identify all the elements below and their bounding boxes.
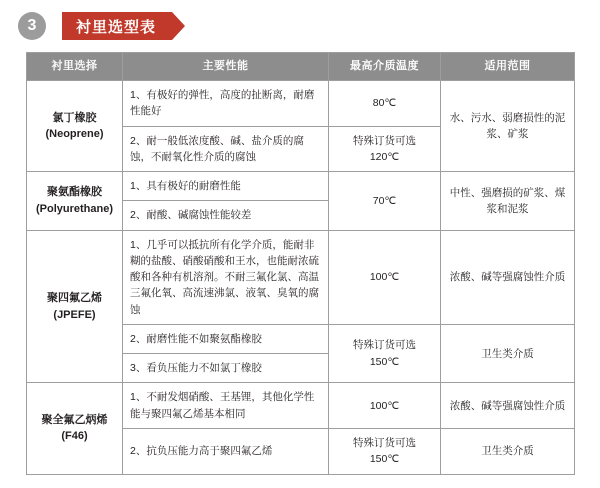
liner-cell-neoprene [27,81,123,172]
liner-name-en: (Polyurethane) [35,202,113,215]
performance-cell: 3、看负压能力不如氯丁橡胶 [123,354,329,383]
step-badge: 3 [18,12,46,40]
page-header [0,0,600,40]
temperature-note: 特殊订货可选 [353,339,416,352]
liner-name-cn: 聚四氟乙烯 [47,292,102,305]
liner-cell-polyurethane [27,172,123,231]
liner-cell-f46 [27,383,123,474]
liner-cell-jpefe [27,230,123,383]
performance-cell: 2、耐磨性能不如聚氨酯橡胶 [123,324,329,353]
liner-name-cn: 聚全氟乙炳烯 [41,413,108,426]
liner-name-en: (JPEFE) [53,308,96,321]
temperature-cell [329,126,441,172]
temperature-note: 特殊订货可选 [353,134,416,147]
range-cell: 卫生类介质 [441,428,575,474]
temperature-value: 150℃ [369,355,400,368]
temperature-cell [329,324,441,383]
temperature-cell: 80℃ [329,81,441,127]
range-cell: 浓酸、碱等强腐蚀性介质 [441,230,575,324]
performance-cell: 1、几乎可以抵抗所有化学介质，能耐非糊的盐酸、硝酸硝酸和王水，也能耐浓硫酸和各种有机溶剂。不耐三氟化氯、高温三氟化氧、高流速沸氯、液氧、臭氧的腐蚀 [123,230,329,324]
temperature-cell: 100℃ [329,230,441,324]
table-header [27,53,575,81]
column-header-range: 适用范围 [441,53,575,81]
column-header-performance: 主要性能 [123,53,329,81]
range-cell: 中性、强磨损的矿浆、煤浆和泥浆 [441,172,575,231]
range-cell: 浓酸、碱等强腐蚀性介质 [441,383,575,429]
liner-name-cn: 氯丁橡胶 [52,111,97,124]
table-row [27,230,575,324]
temperature-value: 120℃ [369,150,400,163]
range-cell: 水、污水、弱磨损性的泥浆、矿浆 [441,81,575,172]
table-row [27,172,575,201]
temperature-note: 特殊订货可选 [353,436,416,449]
title-banner [62,12,172,40]
performance-cell: 2、耐一般低浓度酸、碱、盐介质的腐蚀，不耐氧化性介质的腐蚀 [123,126,329,172]
temperature-cell: 70℃ [329,172,441,231]
liner-name-en: (F46) [61,430,88,443]
performance-cell: 1、有极好的弹性，高度的扯断离，耐磨性能好 [123,81,329,127]
performance-cell: 2、抗负压能力高于聚四氟乙烯 [123,428,329,474]
table-row [27,383,575,429]
column-header-liner: 衬里选择 [27,53,123,81]
liner-name-en: (Neoprene) [45,128,104,141]
temperature-value: 150℃ [369,453,400,466]
range-cell: 卫生类介质 [441,324,575,383]
performance-cell: 1、不耐发烟硝酸、王基锂，其他化学性能与聚四氟乙烯基本相同 [123,383,329,429]
liner-selection-table [26,52,575,475]
table-row [27,81,575,127]
table-header-row [27,53,575,81]
performance-cell: 1、具有极好的耐磨性能 [123,172,329,201]
liner-name-cn: 聚氨酯橡胶 [47,186,102,199]
column-header-temperature: 最高介质温度 [329,53,441,81]
performance-cell: 2、耐酸、碱腐蚀性能较差 [123,201,329,230]
temperature-cell: 100℃ [329,383,441,429]
table-body [27,81,575,475]
page-title: 衬里选型表 [76,18,157,36]
table-container [0,40,600,475]
temperature-cell [329,428,441,474]
